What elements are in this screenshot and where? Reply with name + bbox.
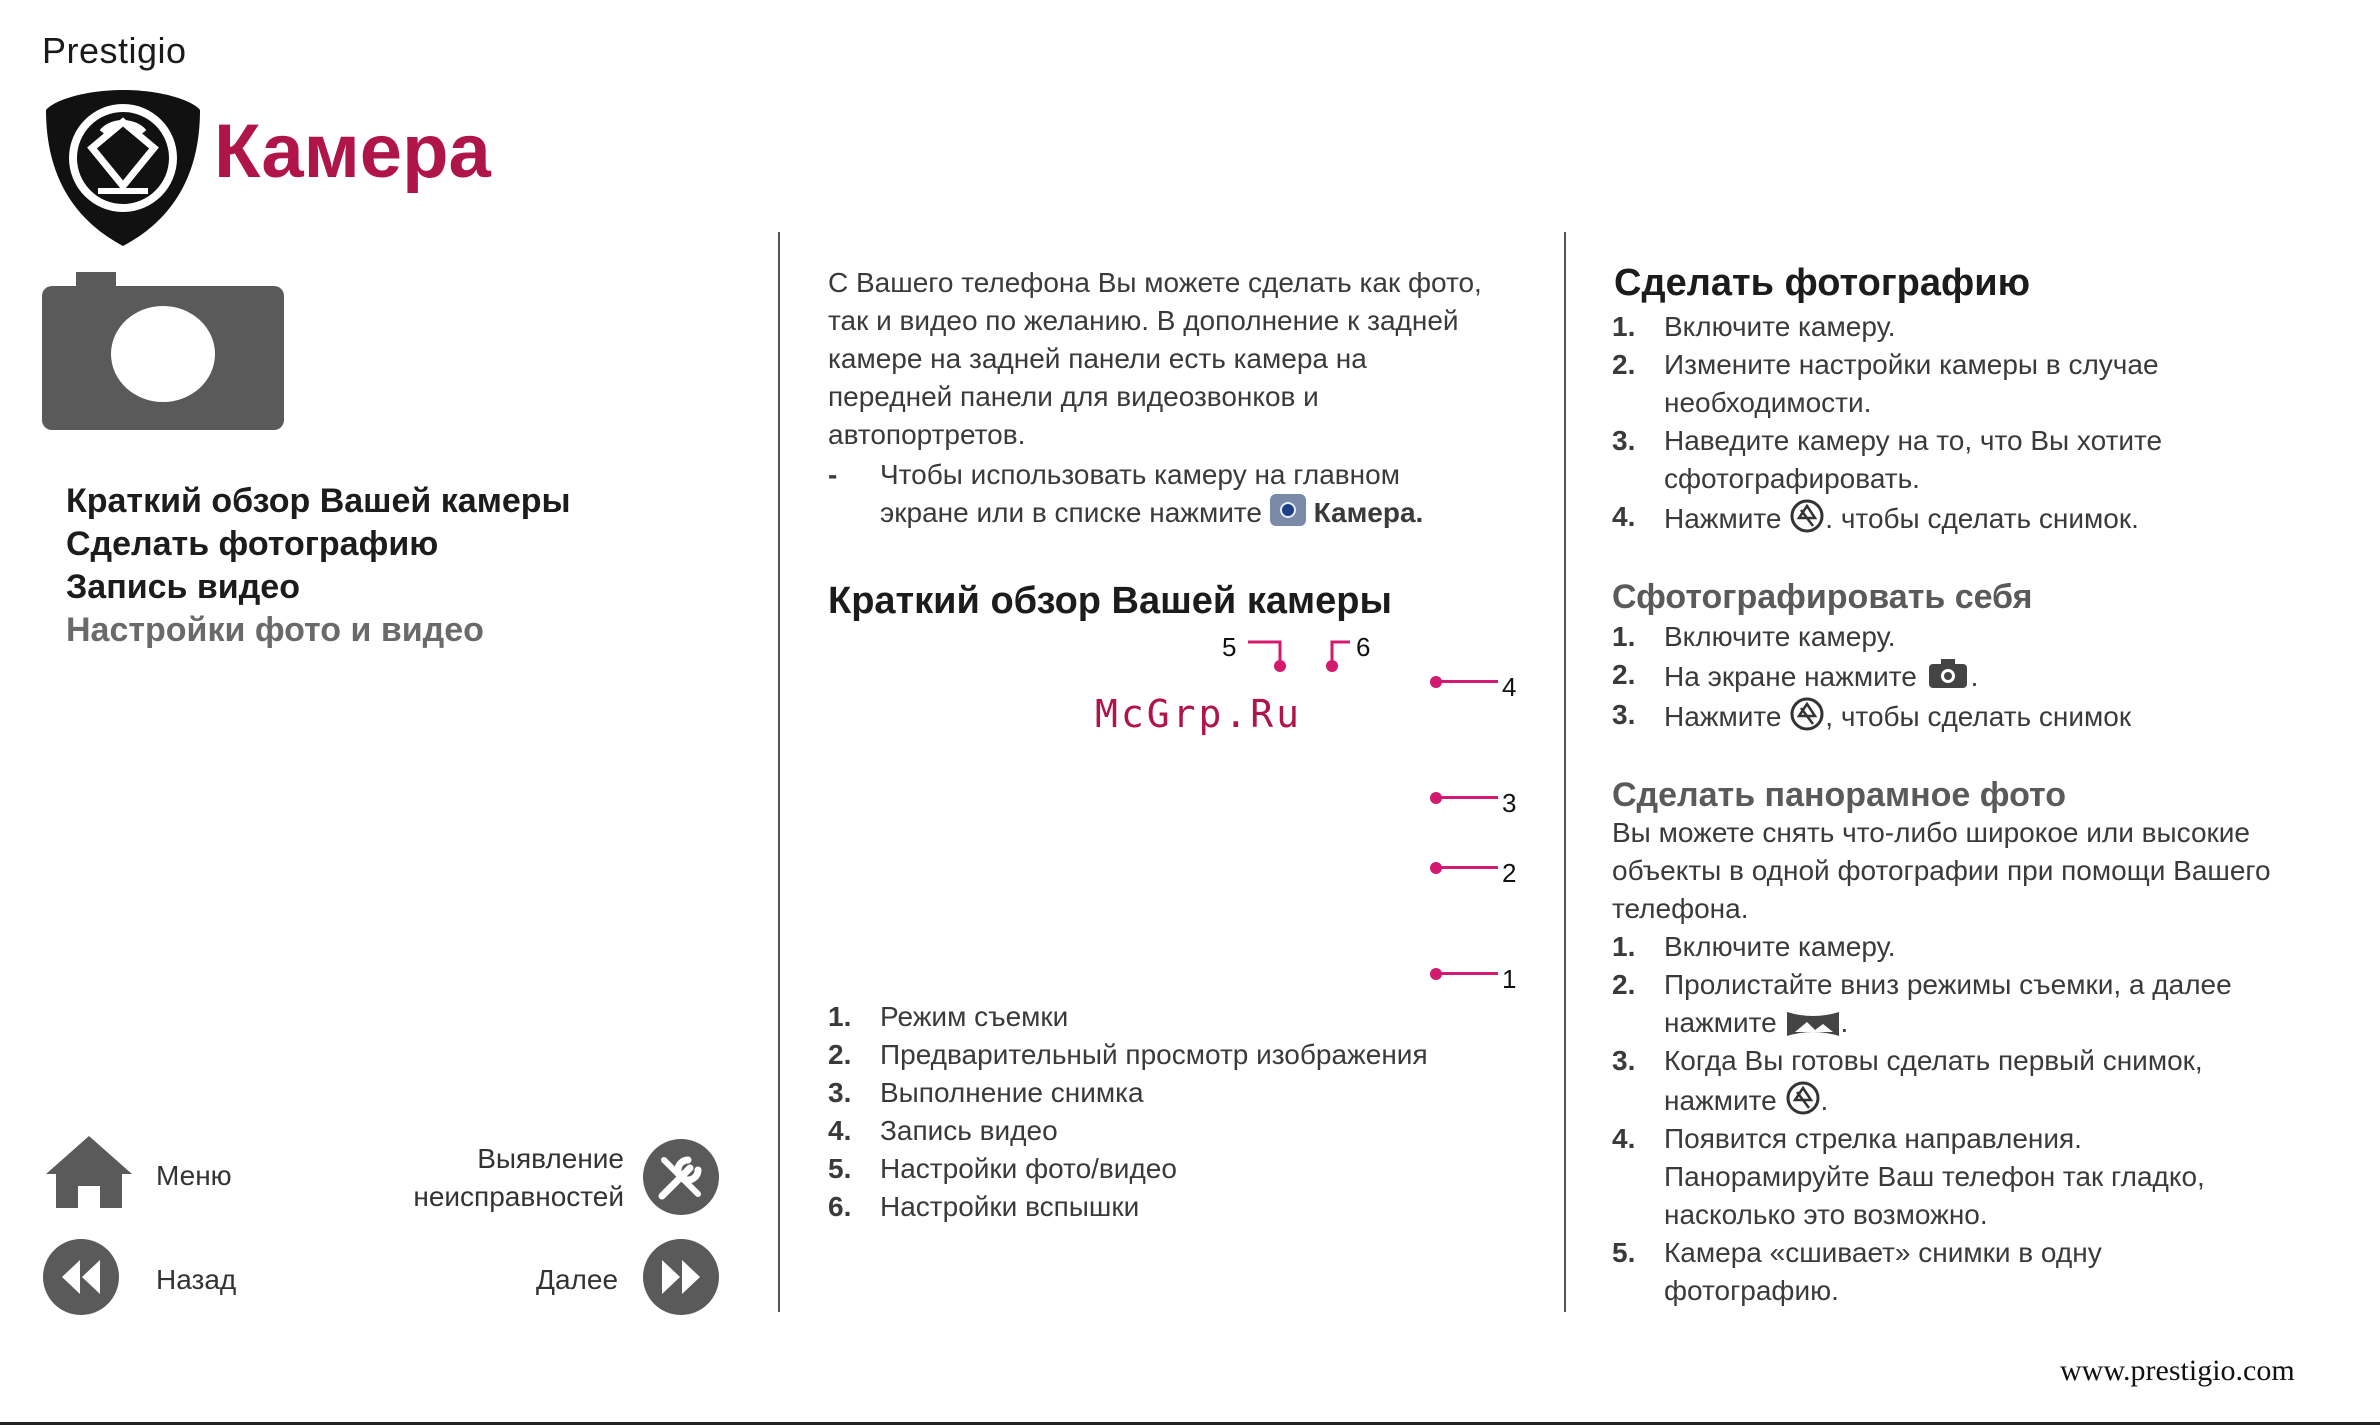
callout-2: 2 — [1502, 858, 1517, 888]
home-icon[interactable] — [42, 1132, 136, 1210]
selfie-heading: Сфотографировать себя — [1612, 578, 2033, 616]
list-item: 2. Предварительный просмотр изображения — [828, 1039, 1428, 1070]
take-photo-steps — [1612, 308, 2302, 538]
back-link[interactable]: Назад — [156, 1264, 237, 1295]
toc-item-settings[interactable]: Настройки фото и видео — [66, 611, 484, 649]
intro-bullet — [828, 456, 1488, 532]
page-title: Камера — [214, 109, 491, 194]
list-item: 2. Пролистайте вниз режимы съемки, а далее нажмите . — [1612, 969, 2232, 1038]
overview-legend — [828, 998, 1428, 1226]
callout-4: 4 — [1502, 672, 1517, 702]
camera-icon — [42, 272, 284, 430]
list-item: 3. Нажмите , чтобы сделать снимок — [1612, 696, 2302, 736]
shutter-icon — [1789, 696, 1825, 732]
list-item: 2. На экране нажмите . — [1612, 656, 2302, 696]
callout-5: 5 — [1222, 632, 1237, 662]
overview-heading: Краткий обзор Вашей камеры — [828, 580, 1392, 622]
next-link[interactable]: Далее — [536, 1264, 619, 1295]
list-item: 4. Нажмите . чтобы сделать снимок. — [1612, 498, 2302, 538]
bullet-dash: - — [828, 459, 838, 490]
selfie-section — [1612, 578, 2302, 736]
callout-1-leader — [1436, 972, 1498, 975]
list-item: 5. Настройки фото/видео — [828, 1153, 1177, 1184]
back-icon[interactable] — [42, 1238, 120, 1316]
list-item: 4. Появится стрелка направления. Панорамируйте Ваш телефон так гладко, насколько это возможно. — [1612, 1123, 2205, 1230]
switch-camera-icon — [1925, 656, 1971, 692]
column-divider — [778, 232, 780, 1312]
shutter-icon — [1785, 1080, 1821, 1116]
panorama-heading: Сделать панорамное фото — [1612, 776, 2066, 814]
panorama-mode-icon — [1785, 1008, 1841, 1038]
list-item: 1. Включите камеру. — [1612, 621, 1896, 652]
watermark: McGrp.Ru — [1095, 692, 1303, 736]
callout-3-leader — [1436, 796, 1498, 799]
brand-name: Prestigio — [42, 30, 187, 71]
callout-6: 6 — [1356, 632, 1371, 662]
intro-text: С Вашего телефона Вы можете сделать как фото, так и видео по желанию. В дополнение к задней камере на задней панели есть камера на передней панели для видеозвонков и автопортретов. — [828, 267, 1482, 450]
list-item: 6. Настройки вспышки — [828, 1191, 1140, 1222]
tools-icon[interactable] — [642, 1138, 720, 1216]
troubleshooting-link[interactable]: Выявление неисправностей — [413, 1143, 624, 1212]
website-url[interactable]: www.prestigio.com — [2060, 1354, 2295, 1387]
callout-6-leader — [1322, 640, 1352, 672]
prestigio-shield-logo — [42, 86, 204, 250]
intro-section — [828, 264, 1488, 532]
list-item: 3. Выполнение снимка — [828, 1077, 1144, 1108]
bottom-rule — [0, 1422, 2380, 1425]
take-photo-heading: Сделать фотографию — [1614, 262, 2031, 304]
list-item: 3. Наведите камеру на то, что Вы хотите сфотографировать. — [1612, 425, 2163, 494]
bullet-text: Чтобы использовать камеру на главном экране или в списке нажмите — [880, 459, 1400, 528]
list-item: 1. Режим съемки — [828, 1001, 1069, 1032]
toc-item-take-photo[interactable]: Сделать фотографию — [66, 525, 439, 563]
table-of-contents — [66, 480, 571, 652]
list-item: 5. Камера «сшивает» снимки в одну фотографию. — [1612, 1237, 2102, 1306]
toc-item-overview[interactable]: Краткий обзор Вашей камеры — [66, 482, 571, 520]
callout-2-leader — [1436, 866, 1498, 869]
list-item: 3. Когда Вы готовы сделать первый снимок, нажмите . — [1612, 1045, 2203, 1116]
toc-item-video[interactable]: Запись видео — [66, 568, 300, 606]
camera-app-icon — [1270, 494, 1306, 526]
menu-link[interactable]: Меню — [156, 1160, 232, 1191]
panorama-section — [1612, 776, 2302, 1310]
list-item: 1. Включите камеру. — [1612, 931, 1896, 962]
next-icon[interactable] — [642, 1238, 720, 1316]
callout-4-leader — [1436, 680, 1498, 683]
camera-app-label: Камера. — [1313, 497, 1424, 528]
callout-5-leader — [1248, 640, 1288, 672]
shutter-icon — [1789, 498, 1825, 534]
column-divider — [1564, 232, 1566, 1312]
callout-1: 1 — [1502, 964, 1517, 994]
panorama-intro: Вы можете снять что-либо широкое или высокие объекты в одной фотографии при помощи Вашего телефона. — [1612, 817, 2271, 924]
list-item: 4. Запись видео — [828, 1115, 1058, 1146]
list-item: 2. Измените настройки камеры в случае необходимости. — [1612, 349, 2159, 418]
callout-3: 3 — [1502, 788, 1517, 818]
list-item: 1. Включите камеру. — [1612, 311, 1896, 342]
